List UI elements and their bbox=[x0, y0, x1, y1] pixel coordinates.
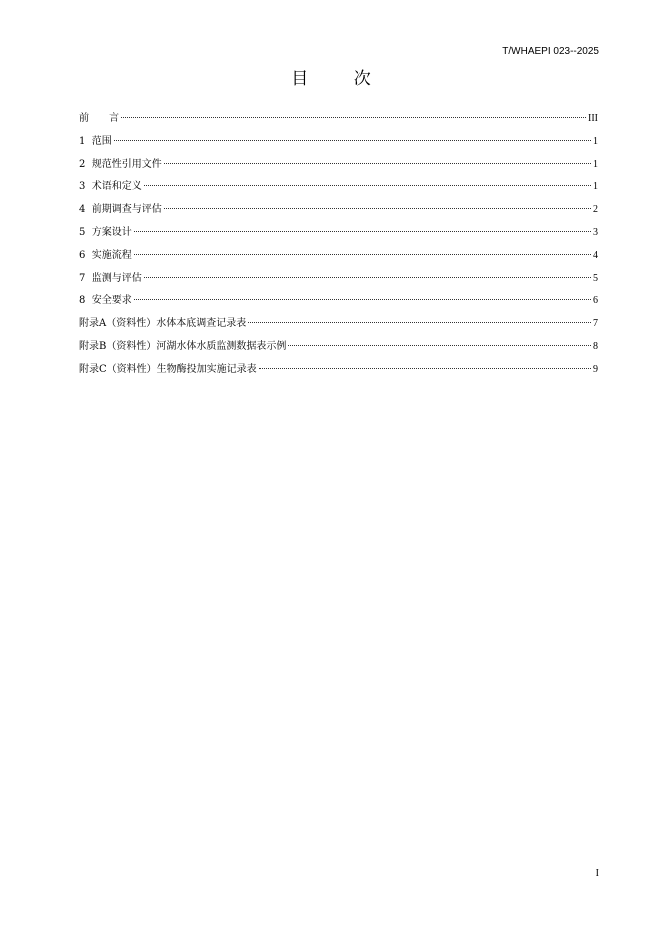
toc-item-safety[interactable] bbox=[79, 290, 598, 313]
toc-page: 3 bbox=[593, 226, 598, 238]
toc-page: 9 bbox=[593, 363, 598, 375]
toc-label: 6 实施流程 bbox=[79, 249, 132, 261]
toc-item-appendix-b[interactable] bbox=[79, 336, 598, 359]
toc-label: 5 方案设计 bbox=[79, 226, 132, 238]
toc-item-preliminary-survey[interactable] bbox=[79, 199, 598, 222]
toc-label: 7 监测与评估 bbox=[79, 272, 142, 284]
toc-label: 4 前期调查与评估 bbox=[79, 204, 162, 216]
toc-page: 4 bbox=[593, 249, 598, 261]
toc-page: 1 bbox=[593, 181, 598, 193]
toc-page: 1 bbox=[593, 158, 598, 170]
page-title: 目 次 bbox=[291, 69, 391, 89]
toc-leader bbox=[164, 162, 591, 164]
toc-page: 5 bbox=[593, 272, 598, 284]
toc-label: 附录A（资料性）水体本底调查记录表 bbox=[79, 318, 247, 330]
toc-leader bbox=[164, 207, 591, 209]
toc-leader bbox=[114, 139, 591, 141]
table-of-contents bbox=[79, 108, 598, 382]
toc-page: 8 bbox=[593, 340, 598, 352]
toc-item-implementation[interactable] bbox=[79, 245, 598, 268]
standard-code: T/WHAEPI 023--2025 bbox=[502, 46, 599, 57]
toc-leader bbox=[144, 276, 591, 278]
toc-page: III bbox=[588, 113, 598, 124]
toc-page: 1 bbox=[593, 135, 598, 147]
page-number: I bbox=[595, 868, 599, 879]
toc-label: 附录C（资料性）生物酶投加实施记录表 bbox=[79, 363, 257, 375]
toc-leader bbox=[134, 253, 591, 255]
toc-label: 3 术语和定义 bbox=[79, 181, 142, 193]
toc-label: 1 范围 bbox=[79, 135, 112, 147]
toc-leader bbox=[248, 321, 591, 323]
toc-label: 2 规范性引用文件 bbox=[79, 158, 162, 170]
toc-label: 8 安全要求 bbox=[79, 295, 132, 307]
toc-page: 2 bbox=[593, 204, 598, 216]
toc-item-scheme-design[interactable] bbox=[79, 222, 598, 245]
toc-leader bbox=[259, 367, 591, 369]
toc-leader bbox=[288, 344, 591, 346]
toc-page: 7 bbox=[593, 318, 598, 330]
toc-item-monitoring[interactable] bbox=[79, 268, 598, 291]
toc-leader bbox=[134, 230, 591, 232]
toc-label: 附录B（资料性）河湖水体水质监测数据表示例 bbox=[79, 340, 287, 352]
toc-label: 前 言 bbox=[79, 113, 119, 124]
toc-leader bbox=[121, 116, 586, 118]
toc-leader bbox=[144, 184, 591, 186]
toc-item-foreword[interactable] bbox=[79, 108, 598, 131]
toc-item-appendix-a[interactable] bbox=[79, 313, 598, 336]
toc-item-normative-references[interactable] bbox=[79, 154, 598, 177]
toc-page: 6 bbox=[593, 295, 598, 307]
toc-item-scope[interactable] bbox=[79, 131, 598, 154]
toc-item-terms[interactable] bbox=[79, 176, 598, 199]
toc-item-appendix-c[interactable] bbox=[79, 359, 598, 382]
toc-leader bbox=[134, 298, 591, 300]
